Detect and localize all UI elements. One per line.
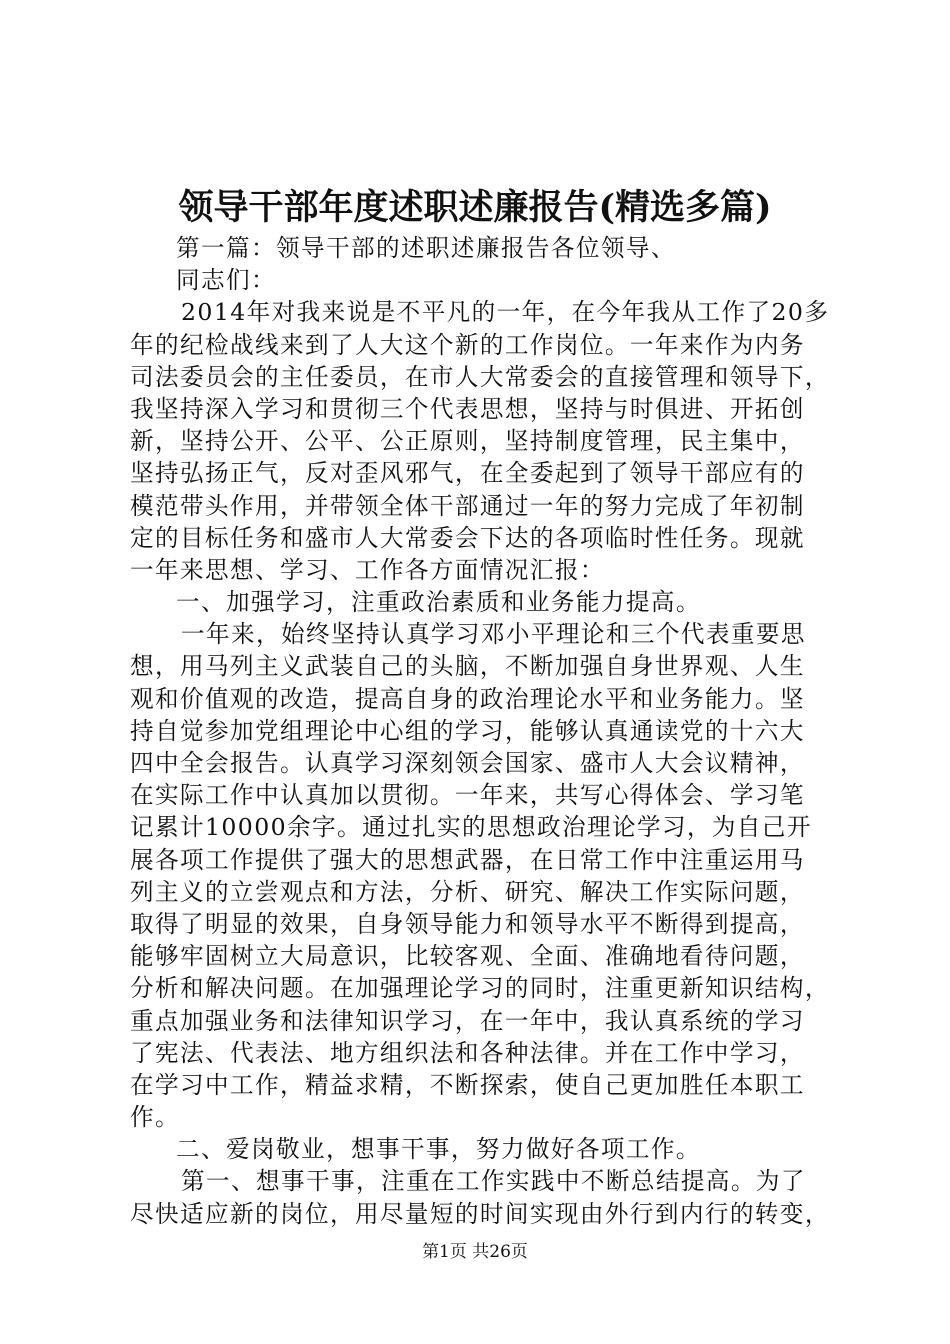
document-body — [130, 232, 842, 1230]
text-line: 坚持弘扬正气，反对歪风邪气，在全委起到了领导干部应有的 — [130, 459, 805, 488]
text-line: 能够牢固树立大局意识，比较客观、全面、准确地看待问题， — [130, 942, 805, 971]
text-line: 二、爱岗敬业，想事干事，努力做好各项工作。 — [176, 1135, 701, 1164]
text-line: 尽快适应新的岗位，用尽量短的时间实现由外行到内行的转变， — [130, 1199, 830, 1228]
text-line: 作。 — [130, 1103, 180, 1132]
text-line: 年的纪检战线来到了人大这个新的工作岗位。一年来作为内务 — [130, 330, 805, 359]
text-line: 新，坚持公开、公平、公正原则，坚持制度管理，民主集中， — [130, 427, 805, 456]
text-line: 2014年对我来说是不平凡的一年，在今年我从工作了20多 — [181, 298, 830, 327]
text-line: 第一、想事干事，注重在工作实践中不断总结提高。为了 — [181, 1167, 806, 1196]
text-line: 在学习中工作，精益求精，不断探索，使自己更加胜任本职工 — [130, 1070, 805, 1099]
text-line: 在实际工作中认真加以贯彻。一年来，共写心得体会、学习笔 — [130, 781, 805, 810]
text-line: 我坚持深入学习和贯彻三个代表思想，坚持与时俱进、开拓创 — [130, 394, 805, 423]
text-line: 取得了明显的效果，自身领导能力和领导水平不断得到提高， — [130, 909, 805, 938]
text-line: 想，用马列主义武装自己的头脑，不断加强自身世界观、人生 — [130, 652, 805, 681]
text-line: 定的目标任务和盛市人大常委会下达的各项临时性任务。现就 — [130, 523, 805, 552]
text-line: 列主义的立尝观点和方法，分析、研究、解决工作实际问题， — [130, 877, 805, 906]
document-title: 领导干部年度述职述廉报告(精选多篇) — [178, 187, 772, 228]
text-line: 模范带头作用，并带领全体干部通过一年的努力完成了年初制 — [130, 491, 805, 520]
text-line: 持自觉参加党组理论中心组的学习，能够认真通读党的十六大 — [130, 716, 805, 745]
text-line: 展各项工作提供了强大的思想武器，在日常工作中注重运用马 — [130, 845, 805, 874]
text-line: 司法委员会的主任委员，在市人大常委会的直接管理和领导下， — [130, 362, 830, 391]
page-footer: 第1页 共26页 — [422, 1242, 528, 1262]
text-line: 一年来，始终坚持认真学习邓小平理论和三个代表重要思 — [181, 620, 806, 649]
text-line: 记累计10000余字。通过扎实的思想政治理论学习，为自己开 — [130, 813, 812, 842]
text-line: 分析和解决问题。在加强理论学习的同时，注重更新知识结构， — [130, 974, 830, 1003]
text-line: 观和价值观的改造，提高自身的政治理论水平和业务能力。坚 — [130, 684, 805, 713]
text-line: 一年来思想、学习、工作各方面情况汇报： — [130, 555, 605, 584]
text-line: 四中全会报告。认真学习深刻领会国家、盛市人大会议精神， — [130, 749, 805, 777]
text-line: 一、加强学习，注重政治素质和业务能力提高。 — [176, 588, 701, 617]
text-line: 重点加强业务和法律知识学习，在一年中，我认真系统的学习 — [130, 1006, 805, 1035]
text-line: 同志们： — [176, 266, 276, 295]
text-line: 了宪法、代表法、地方组织法和各种法律。并在工作中学习， — [130, 1038, 805, 1067]
text-line: 第一篇：领导干部的述职述廉报告各位领导、 — [176, 234, 676, 262]
